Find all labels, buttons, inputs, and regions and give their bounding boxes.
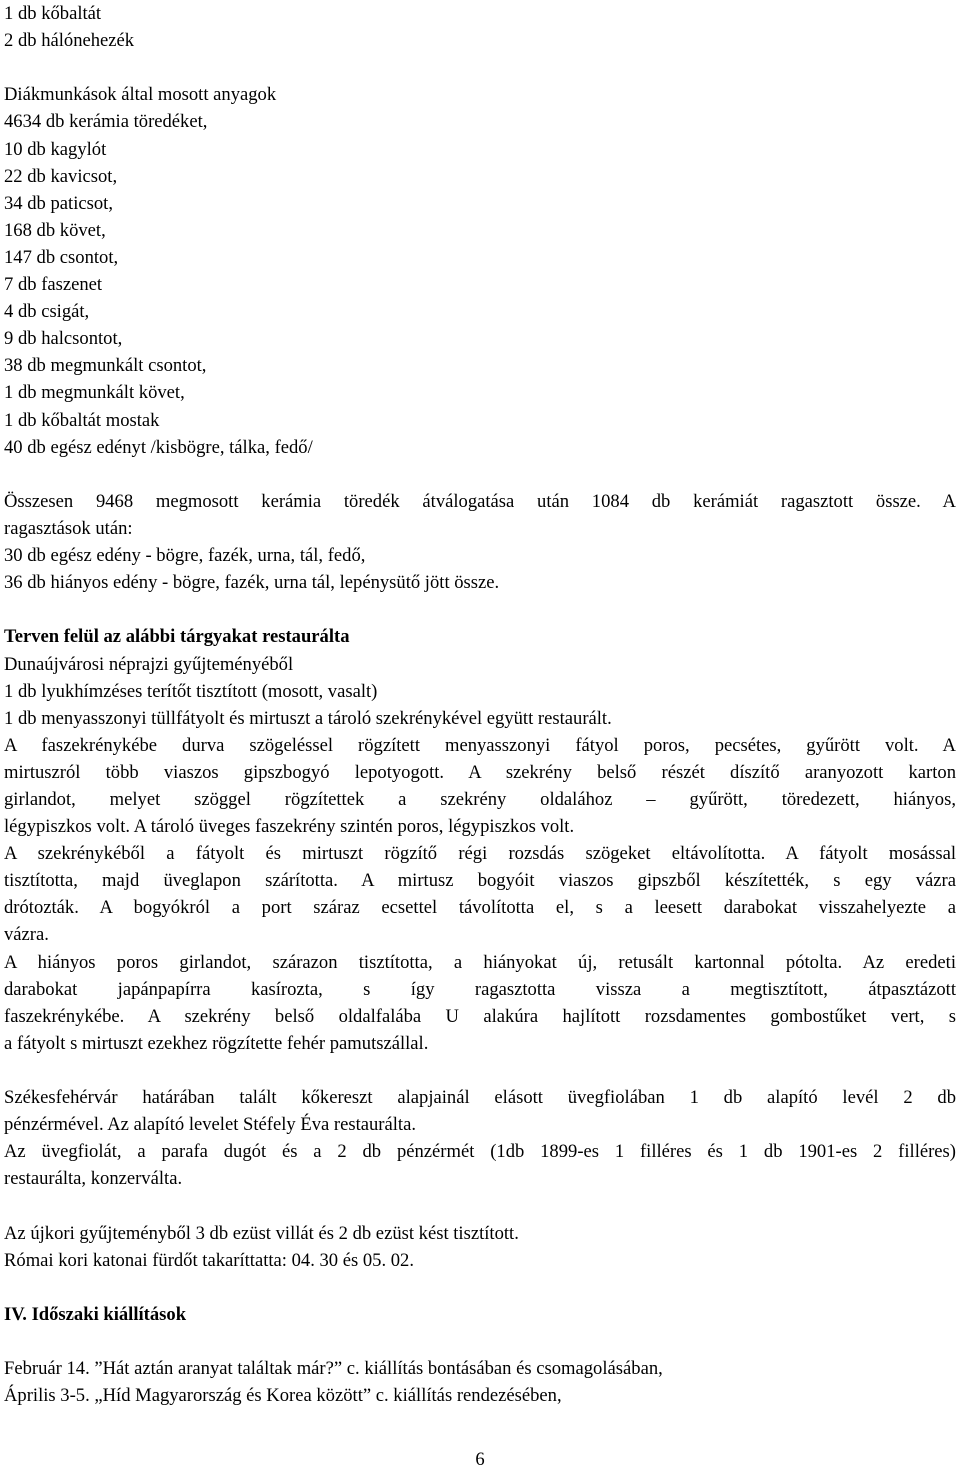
szekesfehervar-paragraph [4,1084,956,1192]
restoration-section [4,623,956,1057]
document-page [4,0,956,1410]
list-item: 1 db megmunkált követ, [4,382,185,404]
list-item: 1 db kőbaltát [4,3,102,24]
list-item: 22 db kavicsot, [4,165,118,187]
paragraph-line: A faszekrénykébe durva szögeléssel rögzített menyasszonyi fátyol poros, pecsétes, gyűrött volt. A [4,734,956,756]
paragraph-line: Április 3-5. „Híd Magyarország és Korea között” c. kiállítás rendezésében, [4,1385,562,1407]
list-item: 147 db csontot, [4,246,119,268]
paragraph-line: drótozták. A bogyókról a port száraz ecsettel távolította el, s a leesett darabokat visszahelyezte a [4,897,956,919]
paragraph-line: A hiányos poros girlandot, szárazon tisztította, a hiányokat új, retusált kartonnal pótolta. Az eredeti [4,951,956,973]
paragraph-line: tisztította, majd üveglapon szárította. A mirtusz bogyóit viaszos gipszből készítették, s egy vázra [4,870,956,892]
spacer [4,1328,956,1355]
list-item: 168 db követ, [4,219,106,241]
paragraph-line: Székesfehérvár határában talált kőkereszt alapjainál elásott üvegfiolában 1 db alapító levél 2 db [4,1087,956,1109]
spacer [4,1193,956,1220]
paragraph-line: Római kori katonai fürdőt takaríttatta: 04. 30 és 05. 02. [4,1249,415,1271]
section-iv [4,1301,956,1409]
list-item: 2 db hálónehezék [4,30,135,52]
paragraph-line: 1 db lyukhímzéses terítőt tisztított (mosott, vasalt) [4,680,378,702]
paragraph-line: 1 db menyasszonyi tüllfátyolt és mirtuszt a tároló szekrénykével együtt restaurált. [4,707,612,729]
paragraph-line: girlandot, melyet szöggel rögzítettek a szekrény oldalához – gyűrött, töredezett, hiányos, [4,789,956,810]
paragraph-line: Dunaújvárosi néprajzi gyűjteményéből [4,653,294,675]
list-item: 10 db kagylót [4,138,107,160]
paragraph-line: pénzérmével. Az alapító levelet Stéfely Éva restaurálta. [4,1114,416,1136]
paragraph-line: légypiszkos volt. A tároló üveges faszekrény szintén poros, légypiszkos volt. [4,816,575,838]
paragraph-line: mirtuszról több viaszos gipszbogyó lepotyogott. A szekrény belső részét díszítő aranyozott karton [4,761,956,783]
paragraph-line: Az újkori gyűjteményből 3 db ezüst villát és 2 db ezüst kést tisztított. [4,1222,519,1244]
list-item: 1 db kőbaltát mostak [4,409,160,431]
list-item: 38 db megmunkált csontot, [4,355,207,377]
section-heading: Diákmunkások által mosott anyagok [4,84,277,106]
paragraph-line: faszekrénykébe. A szekrény belső oldalfalába U alakúra hajlított rozsdamentes gombostűket vert, s [4,1005,956,1027]
spacer [4,54,956,81]
students-section [4,81,956,460]
page-number: 6 [475,1449,485,1470]
paragraph-line: vázra. [4,924,49,946]
spacer [4,596,956,623]
list-item: 9 db halcsontot, [4,328,123,350]
spacer [4,1057,956,1084]
spacer [4,1274,956,1301]
list-item: 40 db egész edényt /kisbögre, tálka, fedő/ [4,436,313,458]
paragraph-line: Február 14. ”Hát aztán aranyat találtak már?” c. kiállítás bontásában és csomagolásában, [4,1358,663,1380]
list-item: 34 db paticsot, [4,192,113,214]
paragraph-line: A szekrénykéből a fátyolt és mirtuszt rögzítő régi rozsdás szögeket eltávolította. A fátyolt mosással [4,843,956,865]
paragraph-line: darabokat japánpapírra kasírozta, s így ragasztotta vissza a megtisztított, átpasztázott [4,978,956,1000]
modern-collection-paragraph [4,1220,956,1274]
list-item: 7 db faszenet [4,274,103,296]
paragraph-line: Az üvegfiolát, a parafa dugót és a 2 db pénzérmét (1db 1899-es 1 filléres és 1 db 1901-es 2 filléres) [4,1141,956,1163]
list-item: 4 db csigát, [4,301,90,323]
paragraph-line: 30 db egész edény - bögre, fazék, urna, tál, fedő, [4,545,366,567]
spacer [4,461,956,488]
section-heading: IV. Időszaki kiállítások [4,1304,187,1326]
section-heading: Terven felül az alábbi tárgyakat restaurálta [4,626,350,648]
paragraph-line: restaurálta, konzerválta. [4,1168,183,1190]
paragraph-line: 36 db hiányos edény - bögre, fazék, urna tál, lepénysütő jött össze. [4,572,500,594]
summary-paragraph [4,488,956,596]
paragraph-line: ragasztások után: [4,517,133,539]
paragraph-line: a fátyolt s mirtuszt ezekhez rögzítette fehér pamutszállal. [4,1032,429,1054]
list-item: 4634 db kerámia töredéket, [4,111,208,133]
paragraph-line: Összesen 9468 megmosott kerámia töredék átválogatása után 1084 db kerámiát ragasztott össze. A [4,490,956,512]
top-list [4,0,956,54]
